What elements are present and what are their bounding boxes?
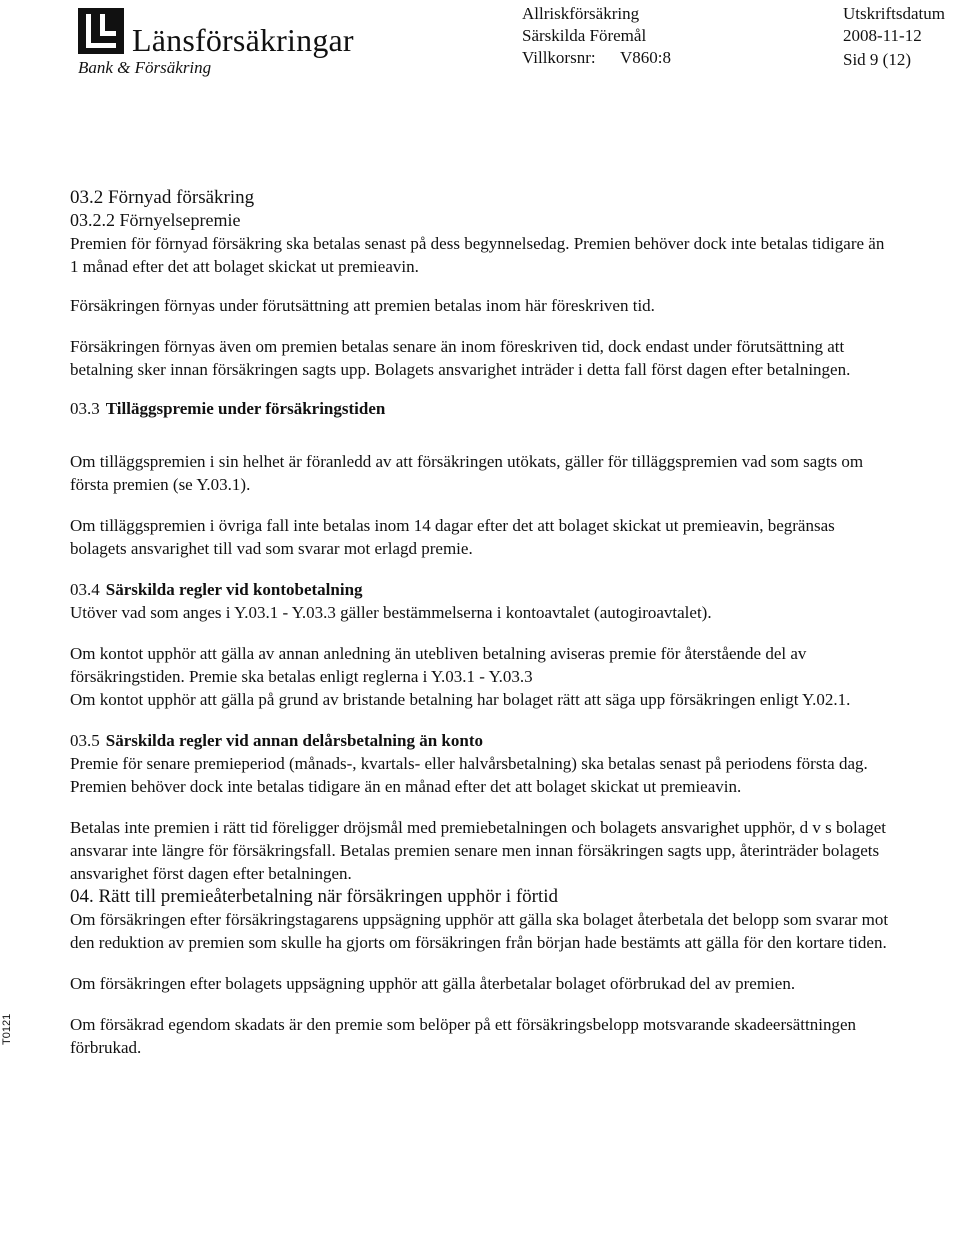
section-heading-03-2: 03.2 Förnyad försäkring [70,187,255,208]
document-body [70,186,890,1059]
section-title: Tilläggspremie under försäkringstiden [105,399,386,418]
paragraph: Premien för förnyad försäkring ska betalas senast på dess begynnelsedag. Premien behöver dock inte betalas tidigare än 1 månad efter det att bolaget skickat ut premieavin. [70,234,885,276]
paragraph: Betalas inte premien i rätt tid föreligger dröjsmål med premiebetalningen och bolagets ansvarighet upphör, d v s bolaget ansvarar inte längre för försäkringsfall. Betalas premien senare men innan försäkringen sagts upp, återinträder bolagets ansvarighet först dagen efter betalningen. [70,818,887,883]
section-heading-03-3 [70,397,890,420]
paragraph: Om försäkrad egendom skadats är den premie som belöper på ett försäkringsbelopp motsvarande skadeersättningen förbrukad. [70,1015,857,1057]
doc-subtitle: Särskilda Föremål [522,26,647,45]
print-date-label: Utskriftsdatum [843,4,945,23]
print-date: 2008-11-12 [843,26,922,45]
section-heading-03-5 [70,729,890,752]
company-logo-subtitle: Bank & Försäkring [78,58,212,77]
section-title: Särskilda regler vid annan delårsbetalning än konto [105,731,483,750]
section-number: 03.5 [70,731,100,750]
paragraph: Om tilläggspremien i övriga fall inte betalas inom 14 dagar efter det att bolaget skickat ut premieavin, begränsas bolagets ansvarighet till vad som svarar mot erlagd premie. [70,516,835,558]
paragraph: Om kontot upphör att gälla av annan anledning än utebliven betalning aviseras premie för återstående del av försäkringstiden. Premie ska betalas enligt reglerna i Y.03.1 - Y.03.3 [70,644,807,686]
company-logo-mark-icon [78,8,124,54]
page-number: Sid 9 (12) [843,50,911,69]
paragraph: Om tilläggspremien i sin helhet är föranledd av att försäkringen utökats, gäller för tilläggspremien vad som sagts om första premien (se Y.03.1). [70,452,864,494]
paragraph: Premie för senare premieperiod (månads-, kvartals- eller halvårsbetalning) ska betalas senast på periodens första dag. Premien behöver dock inte betalas tidigare än en månad efter det att bolaget skickat ut premieavin. [70,754,868,796]
section-title: Särskilda regler vid kontobetalning [105,580,363,599]
section-number: 03.4 [70,580,100,599]
document-code: T0121 [1,1013,13,1045]
doc-title: Allriskförsäkring [522,4,640,23]
section-heading-04: 04. Rätt till premieåterbetalning när försäkringen upphör i förtid [70,886,559,907]
section-heading-03-2-2: 03.2.2 Förnyelsepremie [70,210,241,230]
paragraph: Försäkringen förnyas även om premien betalas senare än inom föreskriven tid, dock endast under förutsättning att betalning sker innan försäkringen sagts upp. Bolagets ansvarighet inträder i detta fall först dagen efter betalningen. [70,337,851,379]
section-number: 03.3 [70,399,100,418]
paragraph: Försäkringen förnyas under förutsättning att premien betalas inom här föreskriven tid. [70,296,655,315]
policy-number: V860:8 [620,48,671,67]
paragraph: Om försäkringen efter försäkringstagarens uppsägning upphör att gälla ska bolaget återbetala det belopp som svarar mot den reduktion av premien som skulle ha gjorts om försäkringen från början hade bestämts att gälla för den kortare tiden. [70,910,889,952]
policy-label: Villkorsnr: [522,48,596,67]
company-logo-name: Länsförsäkringar [132,22,354,58]
paragraph: Om kontot upphör att gälla på grund av bristande betalning har bolaget rätt att säga upp försäkringen enligt Y.02.1. [70,690,851,709]
paragraph: Utöver vad som anges i Y.03.1 - Y.03.3 gäller bestämmelserna i kontoavtalet (autogiroavtalet). [70,603,712,622]
section-heading-03-4 [70,578,890,601]
paragraph: Om försäkringen efter bolagets uppsägning upphör att gälla återbetalar bolaget oförbrukad del av premien. [70,974,796,993]
